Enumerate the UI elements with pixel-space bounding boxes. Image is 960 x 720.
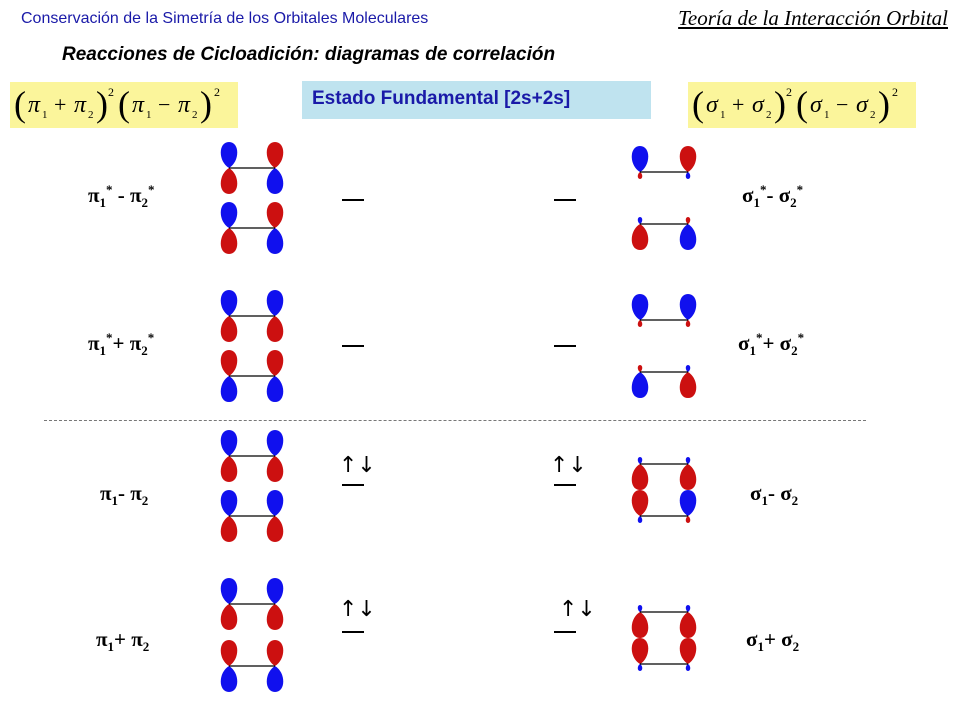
orbital-lobe [267,640,284,666]
orbital-lobe [638,605,643,612]
orbital-lobe [680,294,697,320]
formula-exponent: 2 [214,85,220,99]
orbital-lobe [267,228,284,254]
formula-index: 2 [192,109,198,121]
orbital-lobe [638,664,643,671]
formula-exponent: 2 [892,85,898,99]
formula-index: 1 [42,109,48,121]
formula-index: 1 [146,109,152,121]
formula-symbol: σ [810,92,822,118]
orbital-lobe [638,365,643,372]
orbital-lobe [221,578,238,604]
orbital-lobe [686,217,691,224]
sigma-level-label: $\sigma_1+ \sigma_2$ [746,627,800,655]
orbital-lobe [267,456,284,482]
orbital-lobe [267,350,284,376]
sigma-level-label: $\sigma_1^*-$ $\sigma_2^*$ [742,182,804,211]
formula-exponent: 2 [786,85,792,99]
orbital-lobe [632,612,649,638]
orbital-lobe [221,666,238,692]
orbital-lobe [680,224,697,250]
orbital-lobe [632,490,649,516]
orbital-lobe [221,290,238,316]
formula-paren: ( [692,84,704,124]
orbital-lobe [221,640,238,666]
orbital-lobe [267,202,284,228]
orbital-lobe [686,172,691,179]
formula-symbol: π [28,92,41,118]
formula-symbol: π [74,92,87,118]
formula-symbol: π [178,92,191,118]
orbital-lobe [267,316,284,342]
formula-index: 2 [870,109,876,121]
orbital-lobe [638,320,643,327]
orbital-lobe [680,464,697,490]
pi-level-label: $\pi_1^*+ \pi_2^*$ [88,330,155,359]
orbital-lobe [221,604,238,630]
orbital-lobe [221,316,238,342]
orbital-lobe [632,146,649,172]
orbital-lobe [267,376,284,402]
formula-index: 1 [824,109,830,121]
orbital-lobe [680,490,697,516]
sigma-level-label: $\sigma_1^*+ \sigma_2^*$ [738,330,805,359]
orbital-lobe [632,638,649,664]
formula-operator: − [158,92,171,117]
orbital-lobe [221,456,238,482]
formula-paren: ( [14,84,26,124]
orbital-lobe [221,350,238,376]
formula-operator: + [54,92,67,117]
orbital-lobe [686,320,691,327]
orbital-lobe [686,664,691,671]
orbital-lobe [686,605,691,612]
orbital-lobe [680,372,697,398]
orbital-lobe [221,430,238,456]
sigma-level-label: $\sigma_1-$ $\sigma_2$ [750,481,799,509]
ground-state-label: Estado Fundamental [2s+2s] [302,81,651,119]
formula-symbol: π [132,92,145,118]
electron-pair: ↑↓ [559,597,596,622]
orbital-lobe [267,666,284,692]
orbital-lobe [686,365,691,372]
orbital-lobe [680,146,697,172]
formula-index: 2 [88,109,94,121]
orbital-lobe [267,516,284,542]
formula-paren: ) [96,84,108,124]
orbital-lobe [638,172,643,179]
electron-pair: ↑↓ [339,597,376,622]
orbital-lobe [632,372,649,398]
formula-symbol: σ [752,92,764,118]
formula-paren: ( [118,84,130,124]
orbital-lobe [221,228,238,254]
formula-index: 1 [720,109,726,121]
formula-paren: ) [878,84,890,124]
orbital-lobe [680,638,697,664]
orbital-lobe [267,604,284,630]
orbital-lobe [267,490,284,516]
orbital-lobe [638,457,643,464]
orbital-lobe [221,168,238,194]
orbital-lobe [638,516,643,523]
formula-operator: − [836,92,849,117]
formula-operator: + [732,92,745,117]
orbital-lobe [632,294,649,320]
orbital-lobe [638,217,643,224]
orbital-lobe [221,490,238,516]
formula-paren: ) [200,84,212,124]
orbital-lobe [221,202,238,228]
slide-subtitle: Reacciones de Cicloadición: diagramas de correlación [62,44,556,65]
electron-pair: ↑↓ [339,453,376,478]
formula-paren: ) [774,84,786,124]
pi-level-label: $\pi_1^* - \pi_2^*$ [88,182,155,211]
orbital-lobe [267,142,284,168]
formula-paren: ( [796,84,808,124]
electron-pair: ↑↓ [550,453,587,478]
orbital-lobe [267,578,284,604]
formula-exponent: 2 [108,85,114,99]
formula-index: 2 [766,109,772,121]
orbital-lobe [680,612,697,638]
header-right-title: Teoría de la Interacción Orbital [678,6,948,30]
formula-symbol: σ [706,92,718,118]
orbital-lobe [221,142,238,168]
orbital-lobe [221,376,238,402]
orbital-lobe [686,516,691,523]
orbital-lobe [632,224,649,250]
formula-symbol: σ [856,92,868,118]
orbital-lobe [632,464,649,490]
orbital-lobe [267,430,284,456]
orbital-lobe [267,290,284,316]
pi-level-label: $\pi_1-$ $\pi_2$ [100,481,149,509]
orbital-lobe [267,168,284,194]
header-left-title: Conservación de la Simetría de los Orbitales Moleculares [21,10,429,27]
pi-level-label: $\pi_1+ \pi_2$ [96,627,150,655]
orbital-lobe [686,457,691,464]
orbital-lobe [221,516,238,542]
